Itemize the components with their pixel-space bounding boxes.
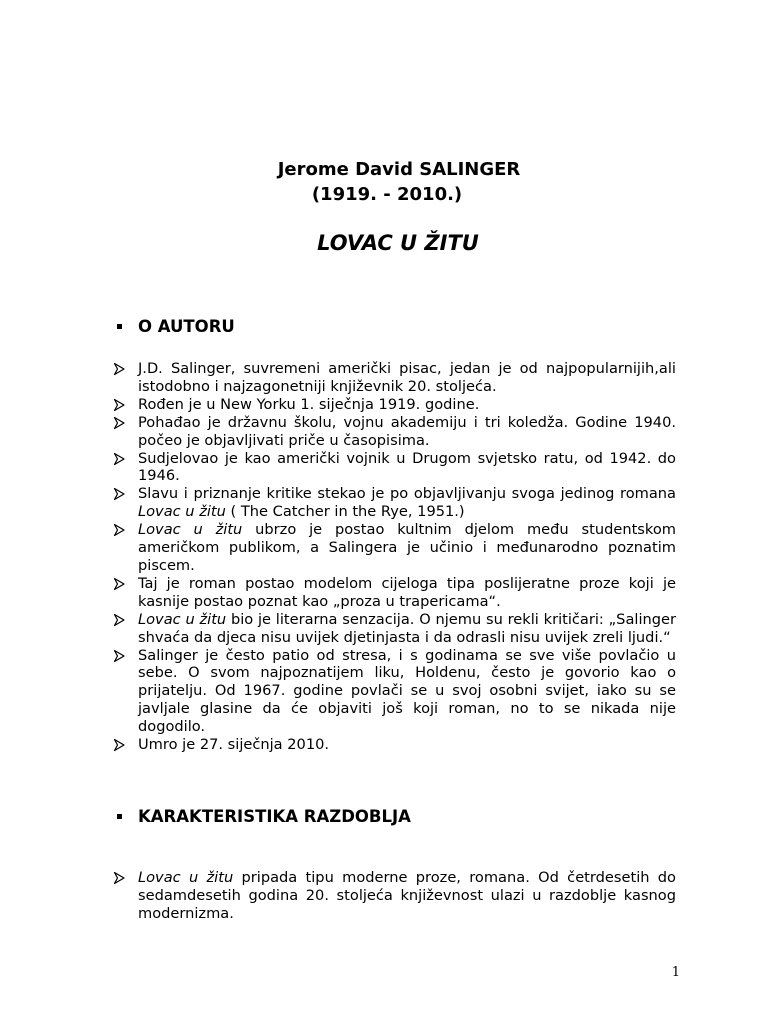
square-bullet-icon: [117, 324, 122, 329]
arrow-bullet-icon: [113, 869, 127, 887]
arrow-bullet-icon: [113, 647, 127, 665]
list-item-text: J.D. Salinger, suvremeni američki pisac, jedan je od najpopularnijih,ali istodobno i najzagonetniji književnik 20. stoljeća.: [138, 360, 676, 395]
list-item-text: Rođen je u New Yorku 1. siječnja 1919. godine.: [138, 395, 480, 413]
list-item: [0, 611, 676, 647]
list-item-text: Pohađao je državnu školu, vojnu akademiju i tri koledža. Godine 1940. počeo je objavljivati priče u časopisima.: [138, 413, 676, 449]
author-facts-list: [0, 360, 768, 754]
list-item: [0, 360, 676, 396]
section-heading-label: O AUTORU: [138, 317, 235, 336]
list-item: [0, 869, 676, 923]
arrow-bullet-icon: [113, 414, 127, 432]
list-item-text: Taj je roman postao modelom cijeloga tipa poslijeratne proze koji je kasnije postao poznat kao „proza u trapericama“.: [138, 574, 676, 610]
list-item: [0, 575, 676, 611]
list-item-text: Umro je 27. siječnja 2010.: [138, 736, 330, 754]
list-item: [0, 647, 676, 737]
square-bullet-icon: [117, 814, 122, 819]
list-item: [0, 736, 676, 754]
list-item: [0, 414, 676, 450]
list-item: [0, 485, 676, 521]
list-item-text: Salinger je često patio od stresa, i s godinama se sve više povlačio u sebe. O svom najpoznatijem liku, Holdenu, često je govorio kao o prijatelju. Od 1967. godine povlači se u svoj osobni svijet, iako su se javljale glasine da će objaviti još koji roman, no to se nikada nije dogodilo.: [138, 646, 676, 736]
author-name: Jerome David SALINGER: [277, 159, 521, 180]
book-title-reference: Lovac u žitu: [138, 503, 226, 521]
arrow-bullet-icon: [113, 450, 127, 468]
list-item-text: Sudjelovao je kao američki vojnik u Drugom svjetsko ratu, od 1942. do 1946.: [138, 449, 676, 485]
book-title-reference: Lovac u žitu: [138, 869, 234, 886]
section-heading-label: KARAKTERISTIKA RAZDOBLJA: [138, 807, 411, 826]
section-heading-o-autoru: [117, 316, 235, 338]
arrow-bullet-icon: [113, 736, 127, 754]
arrow-bullet-icon: [113, 521, 127, 539]
title-block: [0, 157, 768, 207]
arrow-bullet-icon: [113, 396, 127, 414]
arrow-bullet-icon: [113, 611, 127, 629]
section-heading-karakteristika-razdoblja: [117, 806, 411, 828]
arrow-bullet-icon: [113, 360, 127, 378]
list-item: [0, 396, 676, 414]
list-item-text-post: ubrzo je postao kultnim djelom među studentskom američkom publikom, a Salingera je učinio i međunarodno poznatim piscem.: [138, 521, 676, 574]
list-item: [0, 521, 676, 575]
list-item: [0, 450, 676, 486]
book-title-reference: Lovac u žitu: [138, 610, 227, 628]
list-item-text-post: bio je literarna senzacija. O njemu su rekli kritičari: „Salinger shvaća da djeca nisu uvijek djetinjasta i da odrasli nisu uvijek zreli ljudi.“: [138, 610, 676, 646]
book-title-reference: Lovac u žitu: [138, 521, 243, 539]
period-characteristics-list: [0, 869, 768, 923]
arrow-bullet-icon: [113, 485, 127, 503]
page-number: 1: [671, 965, 680, 980]
author-years: (1919. - 2010.): [311, 184, 463, 205]
arrow-bullet-icon: [113, 575, 127, 593]
list-item-text-pre: Slavu i priznanje kritike stekao je po objavljivanju svoga jedinog romana: [138, 485, 676, 503]
book-title: LOVAC U ŽITU: [317, 231, 479, 255]
list-item-text-post: pripada tipu moderne proze, romana. Od četrdesetih do sedamdesetih godina 20. stoljeća književnost ulazi u razdoblje kasnog modernizma.: [138, 869, 676, 922]
list-item-text-post: ( The Catcher in the Rye, 1951.): [225, 503, 465, 521]
